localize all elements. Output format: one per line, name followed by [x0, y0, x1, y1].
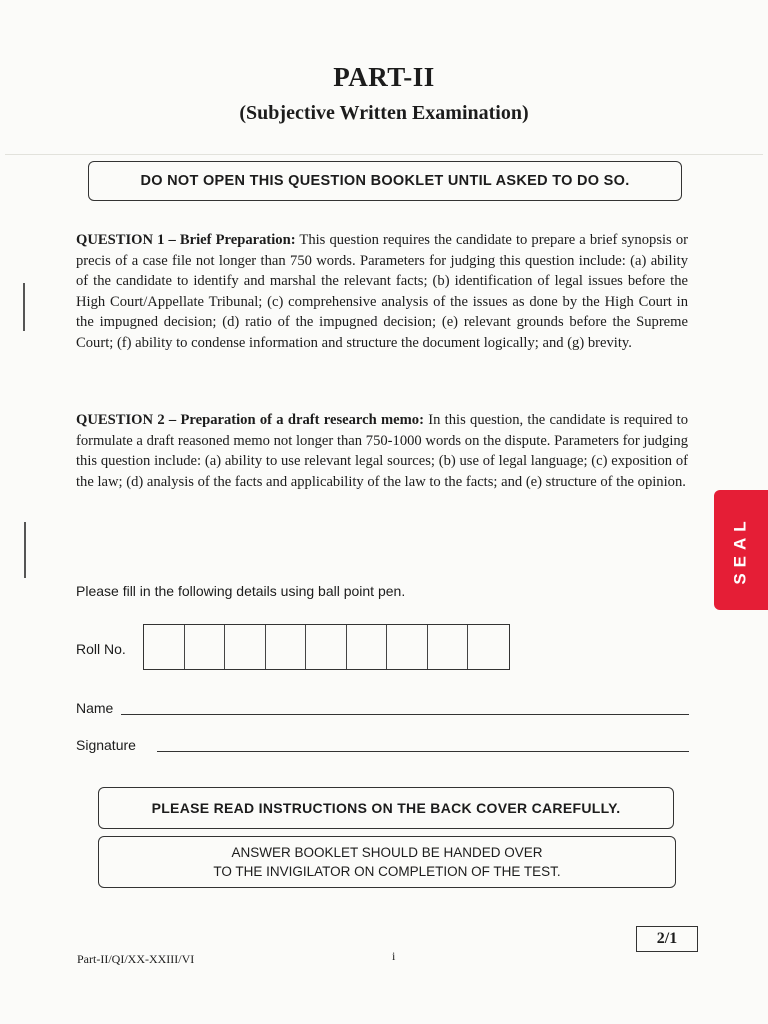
roll-number-cell[interactable] [185, 625, 226, 669]
question-1 [76, 230, 688, 354]
seal-tab [714, 490, 768, 610]
handover-notice [98, 836, 676, 888]
roll-number-cell[interactable] [225, 625, 266, 669]
roll-number-cell[interactable] [144, 625, 185, 669]
roll-number-grid[interactable] [143, 624, 510, 670]
roll-number-cell[interactable] [266, 625, 307, 669]
roll-number-cell[interactable] [306, 625, 347, 669]
name-field-line[interactable] [121, 714, 689, 715]
roll-number-cell[interactable] [428, 625, 469, 669]
page-code-box: 2/1 [636, 926, 698, 952]
margin-mark [23, 283, 25, 331]
question-2 [76, 410, 688, 492]
page-title: PART-II [333, 62, 435, 92]
question-2-heading: QUESTION 2 – Preparation of a draft research memo: [76, 412, 424, 428]
fill-instruction: Please fill in the following details using ball point pen. [76, 583, 406, 599]
name-label: Name [76, 700, 114, 716]
roll-number-cell[interactable] [387, 625, 428, 669]
footer-reference: Part-II/QI/XX-XXIII/VI [77, 952, 195, 966]
page-subtitle: (Subjective Written Examination) [239, 102, 529, 124]
seal-label: SEAL [731, 515, 750, 585]
question-2-body: In this question, the candidate is required to formulate a draft reasoned memo not longer than 750-1000 words on the dispute. Parameters for judging this question include: (a) ability to use relevant legal sources; (b) use of legal language; (c) exposition of the law; (d) analysis of the facts and applicability of the law to the facts; and (e) structure of the opinion. [76, 412, 688, 490]
do-not-open-notice: DO NOT OPEN THIS QUESTION BOOKLET UNTIL ASKED TO DO SO. [88, 161, 682, 201]
roll-number-cell[interactable] [347, 625, 388, 669]
signature-field-line[interactable] [157, 751, 689, 752]
roll-number-label: Roll No. [76, 641, 126, 657]
handover-notice-line-2: TO THE INVIGILATOR ON COMPLETION OF THE TEST. [213, 864, 561, 879]
signature-label: Signature [76, 737, 136, 753]
handover-notice-line-1: ANSWER BOOKLET SHOULD BE HANDED OVER [231, 845, 543, 860]
question-1-body: This question requires the candidate to prepare a brief synopsis or precis of a case file not longer than 750 words. Parameters for judging this question include: (a) ability of the candidate to identify and marshal the relevant facts; (b) identification of legal issues before the High Court/Appellate Tribunal; (c) comprehensive analysis of the issues as done by the High Court in the impugned decision; (d) ratio of the impugned decision; (e) relevant grounds before the Supreme Court; (f) ability to condense information and structure the document logically; and (g) brevity. [76, 232, 688, 351]
margin-mark [24, 522, 26, 578]
roll-number-cell[interactable] [468, 625, 509, 669]
footer-page-number: i [392, 949, 396, 963]
top-divider [5, 154, 763, 155]
question-1-heading: QUESTION 1 – Brief Preparation: [76, 232, 296, 248]
instructions-notice: PLEASE READ INSTRUCTIONS ON THE BACK COVER CAREFULLY. [98, 787, 674, 829]
